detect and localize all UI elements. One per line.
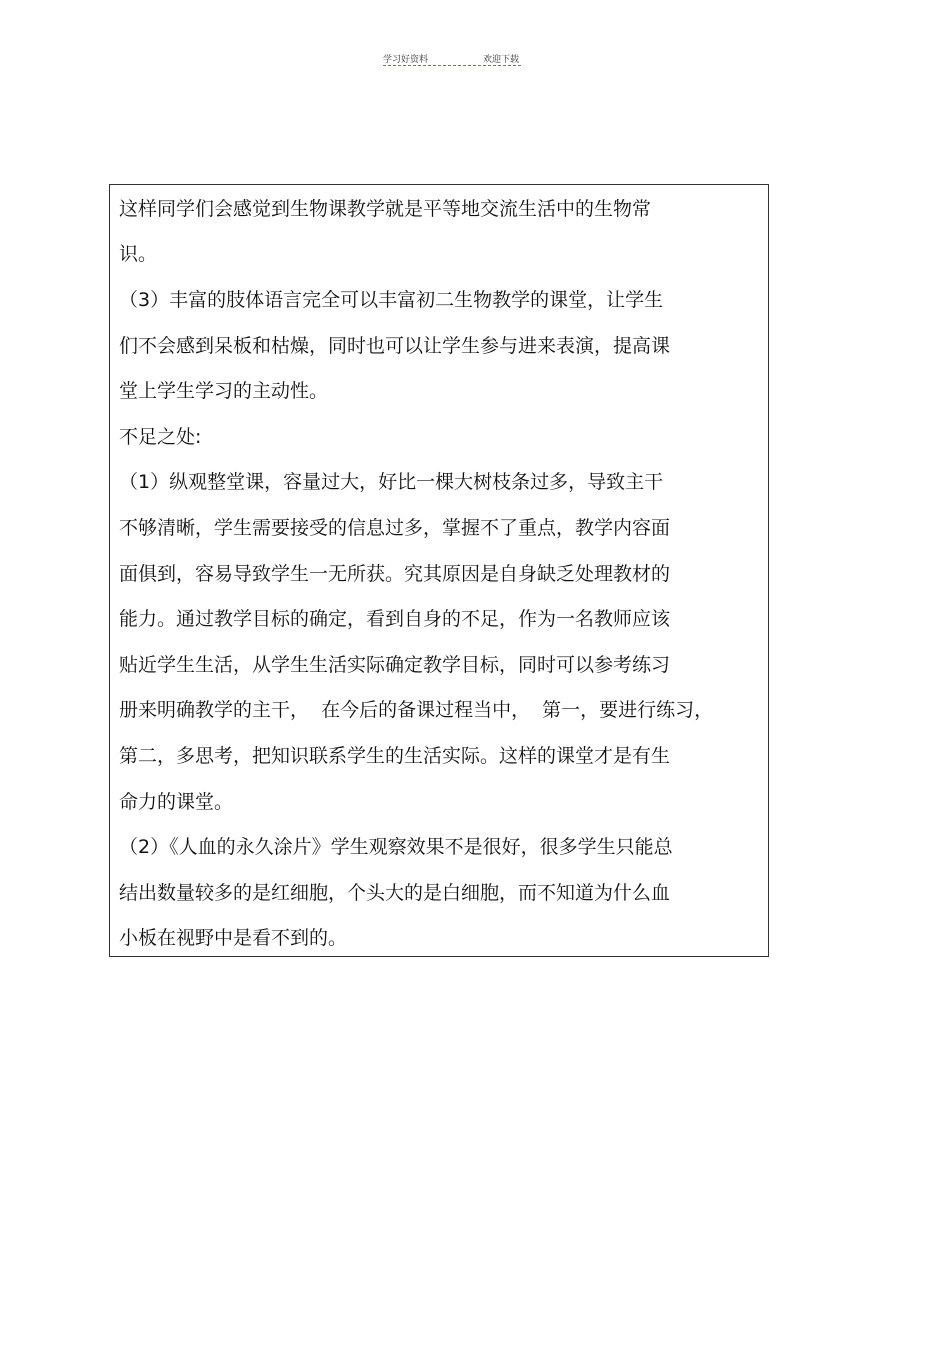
text-line: 不够清晰，学生需要接受的信息过多，掌握不了重点，教学内容面 (119, 517, 671, 539)
text-line: 册来明确教学的主干， 在今后的备课过程当中， 第一，要进行练习， (119, 699, 714, 721)
text-line: 面俱到，容易导致学生一无所获。究其原因是自身缺乏处理教材的 (119, 563, 671, 585)
page-header (383, 50, 523, 68)
text-line: 堂上学生学习的主动性。 (119, 380, 329, 402)
text-line: （1）纵观整堂课，容量过大，好比一棵大树枝条过多，导致主干 (119, 471, 664, 493)
text-line: （3）丰富的肢体语言完全可以丰富初二生物教学的课堂，让学生 (119, 289, 664, 311)
header-divider (383, 65, 521, 66)
header-left-text: 学习好资料 (383, 55, 429, 65)
text-line: 这样同学们会感觉到生物课教学就是平等地交流生活中的生物常 (119, 198, 652, 220)
text-line: 不足之处: (119, 426, 202, 448)
text-line: 贴近学生生活，从学生生活实际确定教学目标，同时可以参考练习 (119, 654, 671, 676)
header-right-text: 欢迎下载 (483, 55, 520, 65)
text-line: 第二，多思考，把知识联系学生的生活实际。这样的课堂才是有生 (119, 745, 671, 767)
text-line: 结出数量较多的是红细胞，个头大的是白细胞，而不知道为什么血 (119, 882, 671, 904)
text-line: 能力。通过教学目标的确定，看到自身的不足，作为一名教师应该 (119, 608, 671, 630)
text-line: 小板在视野中是看不到的。 (119, 927, 348, 949)
text-line: 们不会感到呆板和枯燥，同时也可以让学生参与进来表演，提高课 (119, 335, 671, 357)
text-box (109, 184, 769, 957)
text-line: 命力的课堂。 (119, 791, 234, 813)
text-line: 识。 (119, 243, 158, 265)
text-line: （2）《人血的永久涂片》学生观察效果不是很好，很多学生只能总 (119, 836, 673, 858)
